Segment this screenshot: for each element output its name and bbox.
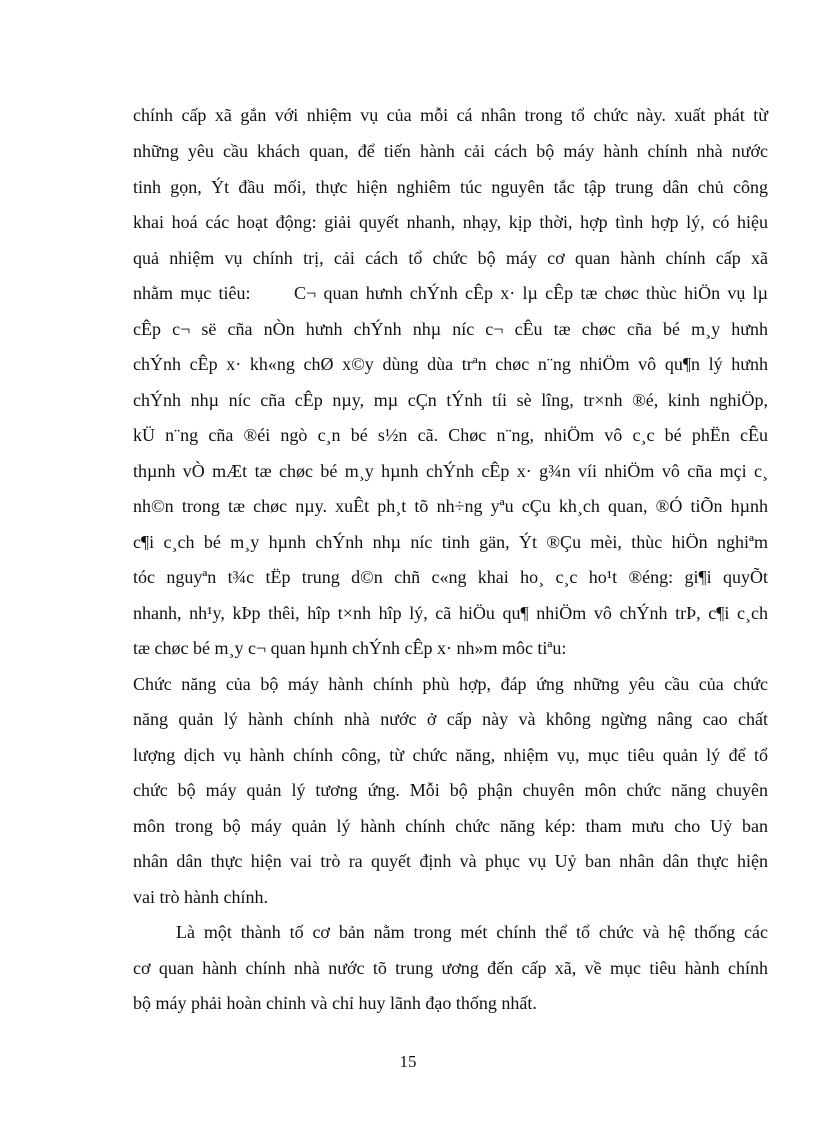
text-line: thµnh vÒ mÆt tæ chøc bé m¸y hµnh chÝnh cÊp x· g¾n víi nhiÖm vô cña mçi c¸ (133, 461, 768, 481)
page-number: 15 (399, 1052, 417, 1071)
text-line: khai hoá các hoạt động: giải quyết nhanh, nhạy, kịp thời, hợp tình hợp lý, có hiệu (133, 212, 768, 232)
text-line: kÜ n¨ng cña ®éi ngò c¸n bé s½n cã. Chøc n¨ng, nhiÖm vô c¸c bé phËn cÊu (133, 425, 768, 445)
text-line: những yêu cầu khách quan, để tiến hành cải cách bộ máy hành chính nhà nước (133, 141, 768, 161)
text-line: cÊp c¬ së cña nÒn hưnh chÝnh nhµ níc c¬ cÊu tæ chøc cña bé m¸y hưnh (133, 319, 768, 339)
text-line: cơ quan hành chính nhà nước tõ trung ương đến cấp xã, về mục tiêu hành chính (133, 958, 768, 978)
text-line: chức bộ máy quản lý tương ứng. Mỗi bộ phận chuyên môn chức năng chuyên (133, 780, 768, 800)
text-line: nhân dân thực hiện vai trò ra quyết định và phục vụ Uỷ ban nhân dân thực hiện (133, 851, 768, 871)
text-line: chÝnh nhµ níc cña cÊp nµy, mµ cÇn tÝnh tíi sè lîng, tr×nh ®é, kinh nghiÖp, (133, 390, 768, 410)
text-line: chÝnh cÊp x· kh«ng chØ x©y dùng dùa trªn chøc n¨ng nhiÖm vô qu¶n lý hưnh (133, 354, 768, 374)
text-line: nhanh, nh¹y, kÞp thêi, hîp t×nh hîp lý, cã hiÖu qu¶ nhiÖm vô chÝnh trÞ, c¶i c¸ch (133, 603, 768, 623)
text-line: c¶i c¸ch bé m¸y hµnh chÝnh nhµ níc tinh gän, Ýt ®Çu mèi, thùc hiÖn nghiªm (133, 532, 768, 552)
text-line: nhằm mục tiêu: C¬ quan hưnh chÝnh cÊp x· lµ cÊp tæ chøc thùc hiÖn vụ lµ (133, 283, 768, 303)
text-line: môn trong bộ máy quản lý hành chính chức năng kép: tham mưu cho Uỷ ban (133, 816, 768, 836)
text-line: Là một thành tố cơ bản nằm trong mét chính thể tổ chức và hệ thống các (176, 922, 768, 942)
text-line: bộ máy phải hoàn chỉnh và chỉ huy lãnh đạo thống nhất. (133, 993, 537, 1013)
text-line: nh©n trong tæ chøc nµy. xuÊt ph¸t tõ nh÷ng yªu cÇu kh¸ch quan, ®Ó tiÕn hµnh (133, 496, 768, 516)
text-line: tinh gọn, Ýt đầu mối, thực hiện nghiêm túc nguyên tắc tập trung dân chủ công (133, 177, 768, 197)
text-line: quả nhiệm vụ chính trị, cải cách tổ chức bộ máy cơ quan hành chính cấp xã (133, 248, 768, 268)
text-line: chính cấp xã gắn với nhiệm vụ của mỗi cá nhân trong tổ chức này. xuất phát từ (133, 105, 768, 125)
text-line: năng quản lý hành chính nhà nước ở cấp này và không ngừng nâng cao chất (133, 709, 768, 729)
text-line: vai trò hành chính. (133, 887, 268, 907)
text-line: lượng dịch vụ hành chính công, từ chức năng, nhiệm vụ, mục tiêu quản lý để tổ (133, 745, 768, 765)
text-line: tæ chøc bé m¸y c¬ quan hµnh chÝnh cÊp x· nh»m môc tiªu: (133, 638, 567, 658)
text-line: tóc nguyªn t¾c tËp trung d©n chñ c«ng khai ho¸ c¸c ho¹t ®éng: gi¶i quyÕt (133, 567, 768, 587)
text-line: Chức năng của bộ máy hành chính phù hợp, đáp ứng những yêu cầu của chức (133, 674, 768, 694)
